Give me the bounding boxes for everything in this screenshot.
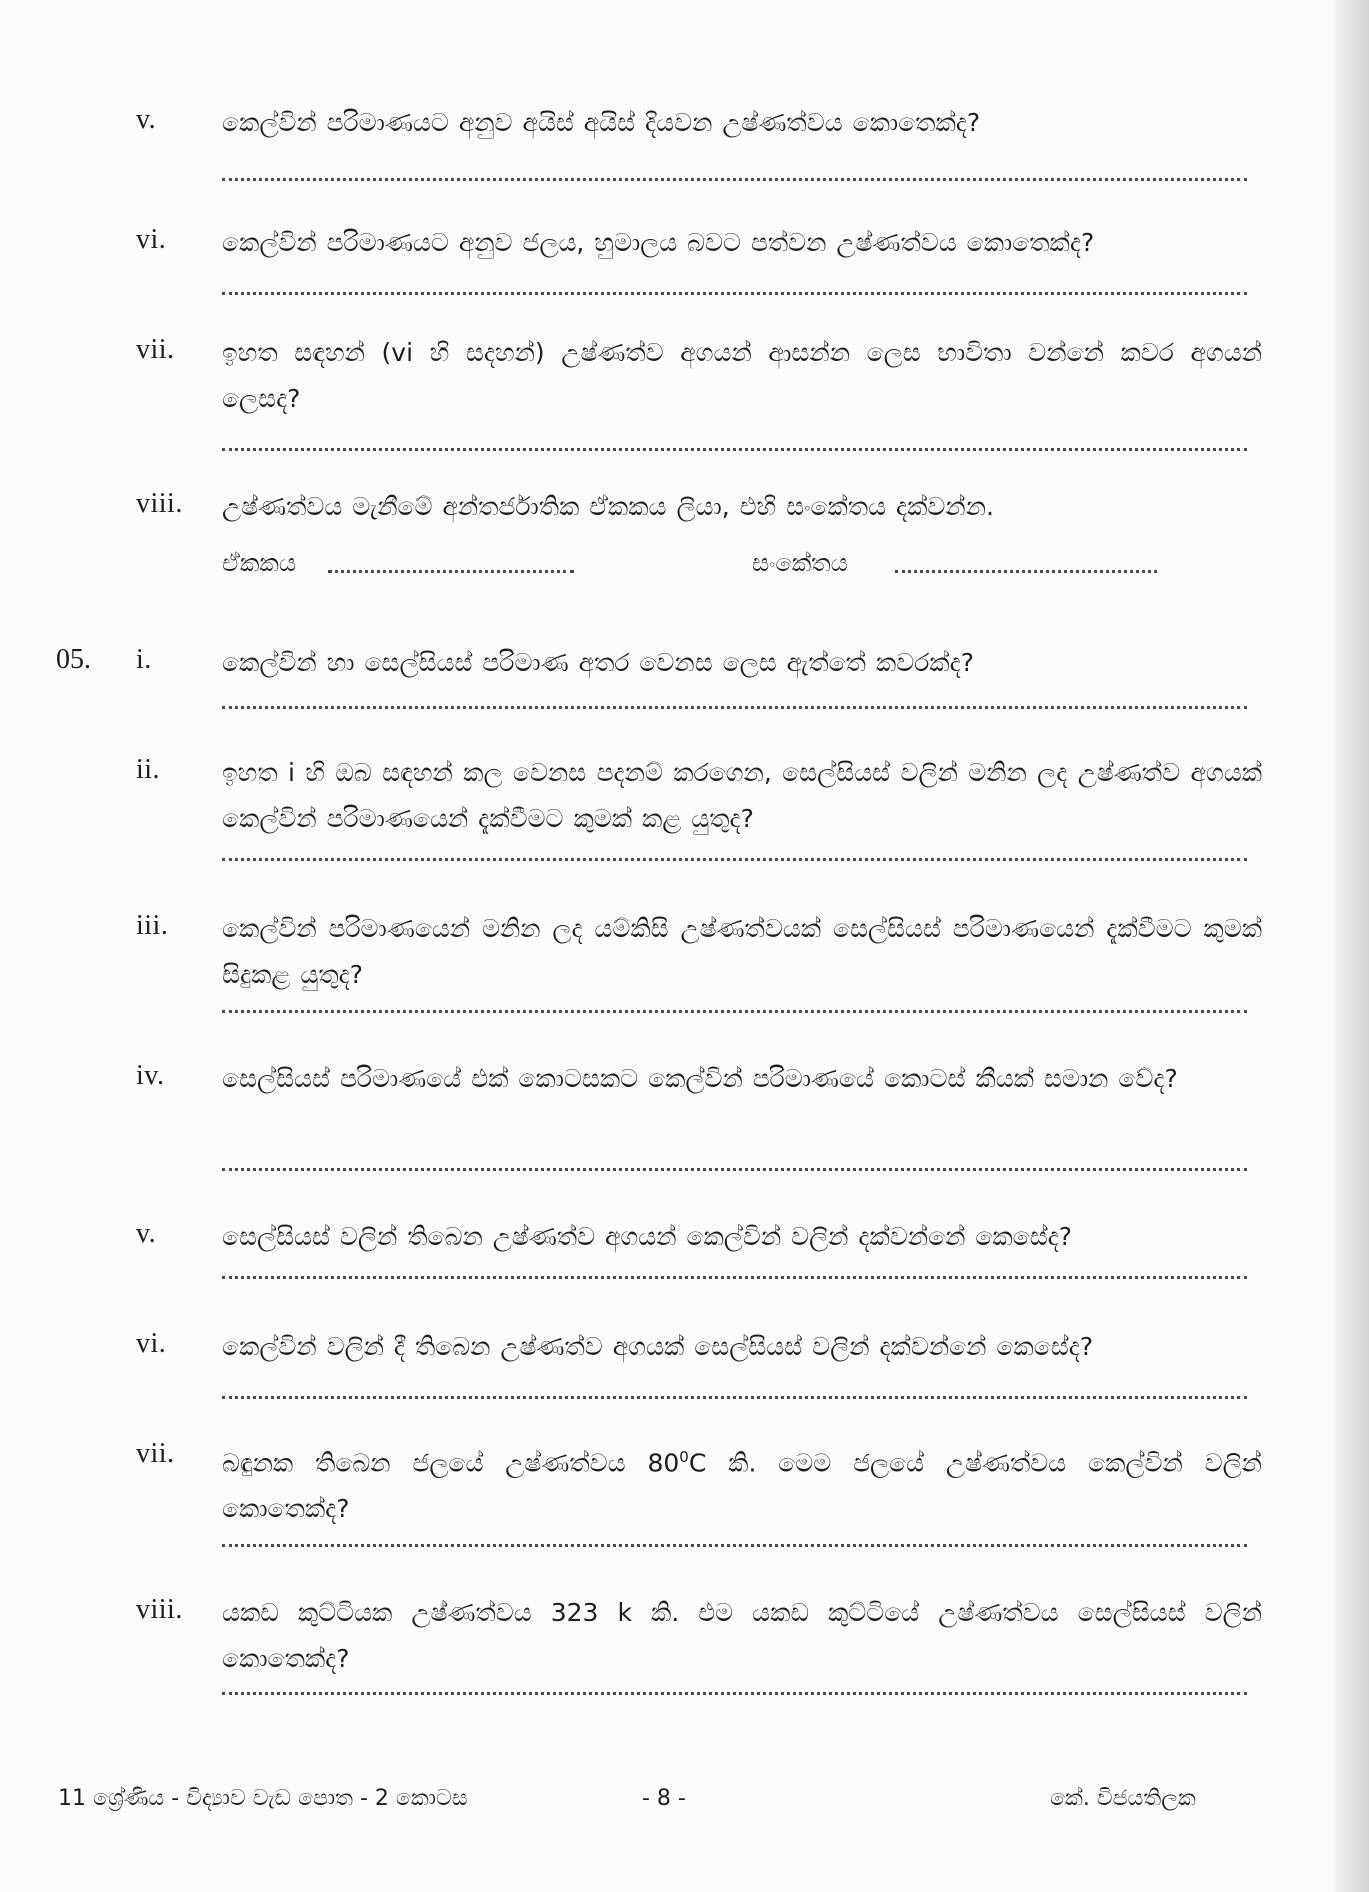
question-text: ඉහත i හි ඔබ සඳහන් කල වෙනස පදනම් කරගෙන, සෙල්සියස් වලින් මනින ලද උෂ්ණත්ව අගයක් කෙල්වින් පරිමාණයෙන් දැක්වීමට කුමක් කළ යුතුද? xyxy=(222,758,1262,833)
answer-line[interactable] xyxy=(222,1544,1247,1547)
question-text-part: C කි. මෙම ජලයේ උෂ්ණත්වය කෙල්වින් වලින් කොතෙක්ද? xyxy=(222,1448,1262,1524)
superscript: 0 xyxy=(679,1448,689,1466)
answer-line[interactable] xyxy=(222,1692,1247,1695)
question-text: කෙල්වින් හා සෙල්සියස් පරිමාණ අතර වෙනස ලෙස ඇත්තේ කවරක්ද? xyxy=(222,648,974,677)
question-number: vi. xyxy=(136,1328,167,1359)
question-text: ඉහත සඳහන් (vi හි සදහන්) උෂ්ණත්ව අගයන් ආසන්න ලෙස භාවිතා වන්නේ කවර අගයන් ලෙසද? xyxy=(222,338,1262,413)
question-text xyxy=(222,1434,1262,1532)
unit-answer-line[interactable] xyxy=(328,570,574,573)
question-text: කෙල්වින් පරිමාණයට අනුව ජලය, හුමාලය බවට පත්වන උෂ්ණත්වය කොතෙක්ද? xyxy=(222,228,1095,257)
answer-line[interactable] xyxy=(222,1396,1247,1399)
question-number: iii. xyxy=(136,910,169,941)
symbol-answer-line[interactable] xyxy=(895,570,1157,573)
answer-line[interactable] xyxy=(222,178,1247,181)
question-text: සෙල්සියස් වලින් තිබෙන උෂ්ණත්ව අගයන් කෙල්වින් වලින් දක්වන්නේ කෙසේද? xyxy=(222,1222,1073,1251)
question-number: v. xyxy=(136,104,157,135)
question-text-part: බඳුනක තිබෙන ජලයේ උෂ්ණත්වය 80 xyxy=(222,1448,680,1478)
question-text: කෙල්වින් පරිමාණයෙන් මනින ලද යම්කිසි උෂ්ණත්වයක් සෙල්සියස් පරිමාණයෙන් දැක්වීමට කුමක් සිදුකළ යුතුද? xyxy=(222,914,1262,989)
page-number: - 8 - xyxy=(642,1786,686,1811)
footer-right: කේ. විජයතිලක xyxy=(1050,1786,1196,1811)
question-number: i. xyxy=(136,644,152,675)
section-number: 05. xyxy=(56,644,91,675)
answer-line[interactable] xyxy=(222,292,1247,295)
question-number: iv. xyxy=(136,1060,165,1091)
question-number: vii. xyxy=(136,1438,175,1469)
unit-label: ඒකකය xyxy=(222,549,297,577)
question-number: vi. xyxy=(136,224,167,255)
answer-line[interactable] xyxy=(222,1276,1247,1279)
question-text: කෙල්වින් පරිමාණයට අනුව අයිස් අයිස් දියවන උෂ්ණත්වය කොතෙක්ද? xyxy=(222,108,981,137)
question-text: උෂ්ණත්වය මැනීමේ අන්තර්ජාතික ඒකකය ලියා, එහි සංකේතය දක්වන්න. xyxy=(222,492,994,521)
question-text: සෙල්සියස් පරිමාණයේ එක් කොටසකට කෙල්වින් පරිමාණයේ කොටස් කීයක් සමාන වේද? xyxy=(222,1064,1178,1093)
answer-line[interactable] xyxy=(222,858,1247,861)
answer-line[interactable] xyxy=(222,1168,1247,1171)
answer-line[interactable] xyxy=(222,706,1247,709)
answer-line[interactable] xyxy=(222,448,1247,451)
question-number: viii. xyxy=(136,1594,183,1625)
question-number: ii. xyxy=(136,754,161,785)
answer-line[interactable] xyxy=(222,1010,1247,1013)
footer-left: 11 ශ්‍රේණිය - විද්‍යාව වැඩ පොත - 2 කොටස xyxy=(58,1786,468,1811)
question-number: v. xyxy=(136,1218,157,1249)
question-number: viii. xyxy=(136,488,183,519)
scan-edge-shadow xyxy=(1335,0,1369,1892)
question-number: vii. xyxy=(136,334,175,365)
question-text: කෙල්වින් වලින් දී තිබෙන උෂ්ණත්ව අගයක් සෙල්සියස් වලින් දක්වන්නේ කෙසේද? xyxy=(222,1332,1094,1361)
question-text: යකඩ කුට්ටියක උෂ්ණත්වය 323 k කි. එම යකඩ කුට්ටියේ උෂ්ණත්වය සෙල්සියස් වලින් කොතෙක්ද? xyxy=(222,1598,1262,1673)
symbol-label: සංකේතය xyxy=(752,549,848,577)
